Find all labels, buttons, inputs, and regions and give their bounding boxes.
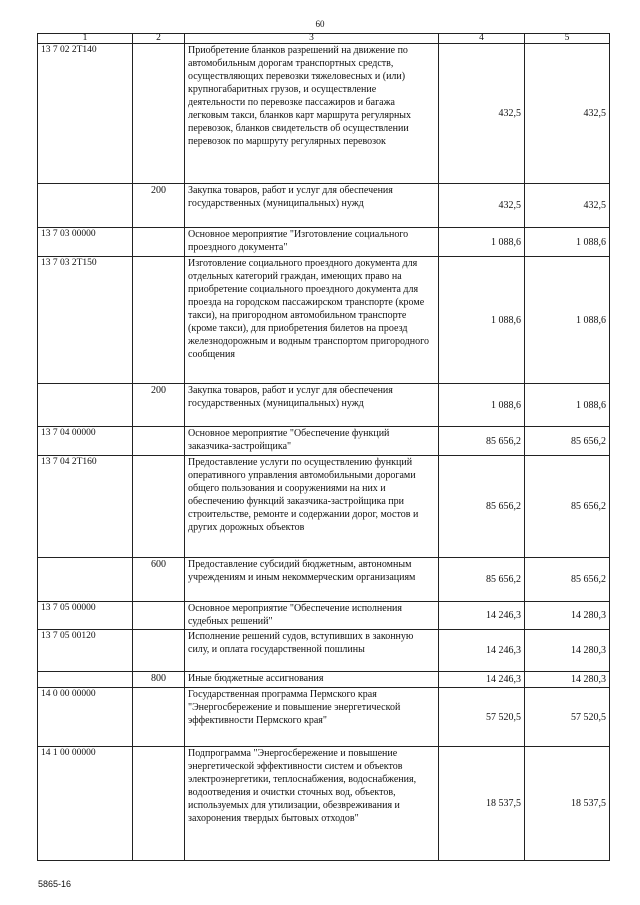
item-name: Предоставление услуги по осуществлению функций оперативного управления автомобильными дорогами общего пользования и сооружениями на них и обеспечению функций заказчика-застройщика при строительстве, ремонте и содержании дорог, мостов и других дорожных объектов [185, 456, 439, 558]
table-row [38, 257, 610, 384]
expense-type: 200 [133, 184, 185, 228]
item-name: Основное мероприятие "Обеспечение функций заказчика-застройщика" [185, 427, 439, 456]
table-row [38, 602, 610, 630]
amount-year-2: 18 537,5 [525, 747, 610, 861]
table-row [38, 456, 610, 558]
target-code: 13 7 04 00000 [38, 427, 133, 456]
item-name: Подпрограмма "Энергосбережение и повышение энергетической эффективности систем и объектов электроэнергетики, теплоснабжения, водоснабжения, водоотведения и очистки сточных вод, объектов, используемых для утилизации, обезвреживания и захоронения твердых бытовых отходов" [185, 747, 439, 861]
budget-table [37, 33, 610, 861]
item-name: Приобретение бланков разрешений на движение по автомобильным дорогам транспортных средств, осуществляющих перевозки тяжеловесных и (или) крупногабаритных грузов, и осуществление деятельности по перевозке пассажиров и багажа легковым такси, бланков карт маршрута регулярных перевозок, бланков свидетельств об осуществлении перевозок по маршруту регулярных перевозок [185, 44, 439, 184]
target-code [38, 558, 133, 602]
target-code [38, 184, 133, 228]
item-name: Исполнение решений судов, вступивших в законную силу, и оплата государственной пошлины [185, 630, 439, 672]
amount-year-2: 432,5 [525, 44, 610, 184]
page-number: 60 [315, 19, 325, 29]
item-name: Основное мероприятие "Обеспечение исполнения судебных решений" [185, 602, 439, 630]
amount-year-1: 432,5 [439, 44, 525, 184]
header-col-5: 5 [525, 34, 610, 44]
expense-type [133, 257, 185, 384]
amount-year-2: 1 088,6 [525, 228, 610, 257]
expense-type: 200 [133, 384, 185, 427]
amount-year-1: 85 656,2 [439, 427, 525, 456]
table-row [38, 427, 610, 456]
item-name: Закупка товаров, работ и услуг для обеспечения государственных (муниципальных) нужд [185, 184, 439, 228]
target-code: 13 7 05 00120 [38, 630, 133, 672]
amount-year-2: 14 280,3 [525, 630, 610, 672]
header-col-1: 1 [38, 34, 133, 44]
expense-type [133, 427, 185, 456]
header-col-3: 3 [185, 34, 439, 44]
item-name: Изготовление социального проездного документа для отдельных категорий граждан, имеющих право на приобретение социального проездного документа для проезда на городском пассажирском транспорте (кроме такси), на пригородном автомобильном транспорте (кроме такси), для приобретения билетов на проезд железнодорожным и водным транспортом пригородного сообщения [185, 257, 439, 384]
amount-year-1: 85 656,2 [439, 456, 525, 558]
expense-type [133, 456, 185, 558]
amount-year-2: 57 520,5 [525, 688, 610, 747]
item-name: Закупка товаров, работ и услуг для обеспечения государственных (муниципальных) нужд [185, 384, 439, 427]
item-name: Иные бюджетные ассигнования [185, 672, 439, 688]
amount-year-2: 1 088,6 [525, 384, 610, 427]
header-col-2: 2 [133, 34, 185, 44]
amount-year-2: 85 656,2 [525, 456, 610, 558]
amount-year-1: 18 537,5 [439, 747, 525, 861]
expense-type [133, 688, 185, 747]
footer-doc-code: 5865-16 [38, 879, 72, 889]
amount-year-1: 1 088,6 [439, 384, 525, 427]
amount-year-1: 1 088,6 [439, 257, 525, 384]
expense-type: 600 [133, 558, 185, 602]
item-name: Государственная программа Пермского края "Энергосбережение и повышение энергетической эффективности Пермского края" [185, 688, 439, 747]
amount-year-1: 432,5 [439, 184, 525, 228]
header-col-4: 4 [439, 34, 525, 44]
target-code: 14 1 00 00000 [38, 747, 133, 861]
expense-type: 800 [133, 672, 185, 688]
table-row [38, 384, 610, 427]
table-header-row [38, 34, 610, 44]
target-code: 13 7 04 2Т160 [38, 456, 133, 558]
amount-year-1: 14 246,3 [439, 602, 525, 630]
target-code: 13 7 03 00000 [38, 228, 133, 257]
amount-year-2: 432,5 [525, 184, 610, 228]
item-name: Предоставление субсидий бюджетным, автономным учреждениям и иным некоммерческим организациям [185, 558, 439, 602]
amount-year-1: 14 246,3 [439, 630, 525, 672]
table-row [38, 558, 610, 602]
table-row [38, 672, 610, 688]
table-row [38, 44, 610, 184]
amount-year-1: 85 656,2 [439, 558, 525, 602]
expense-type [133, 747, 185, 861]
target-code: 13 7 05 00000 [38, 602, 133, 630]
table-row [38, 630, 610, 672]
amount-year-2: 85 656,2 [525, 558, 610, 602]
expense-type [133, 630, 185, 672]
amount-year-2: 85 656,2 [525, 427, 610, 456]
table-row [38, 747, 610, 861]
table-row [38, 228, 610, 257]
amount-year-2: 14 280,3 [525, 672, 610, 688]
item-name: Основное мероприятие "Изготовление социального проездного документа" [185, 228, 439, 257]
amount-year-1: 57 520,5 [439, 688, 525, 747]
amount-year-1: 14 246,3 [439, 672, 525, 688]
amount-year-2: 1 088,6 [525, 257, 610, 384]
expense-type [133, 44, 185, 184]
amount-year-2: 14 280,3 [525, 602, 610, 630]
amount-year-1: 1 088,6 [439, 228, 525, 257]
expense-type [133, 602, 185, 630]
target-code: 14 0 00 00000 [38, 688, 133, 747]
target-code [38, 384, 133, 427]
target-code: 13 7 02 2Т140 [38, 44, 133, 184]
table-row [38, 688, 610, 747]
table-row [38, 184, 610, 228]
expense-type [133, 228, 185, 257]
target-code: 13 7 03 2Т150 [38, 257, 133, 384]
target-code [38, 672, 133, 688]
